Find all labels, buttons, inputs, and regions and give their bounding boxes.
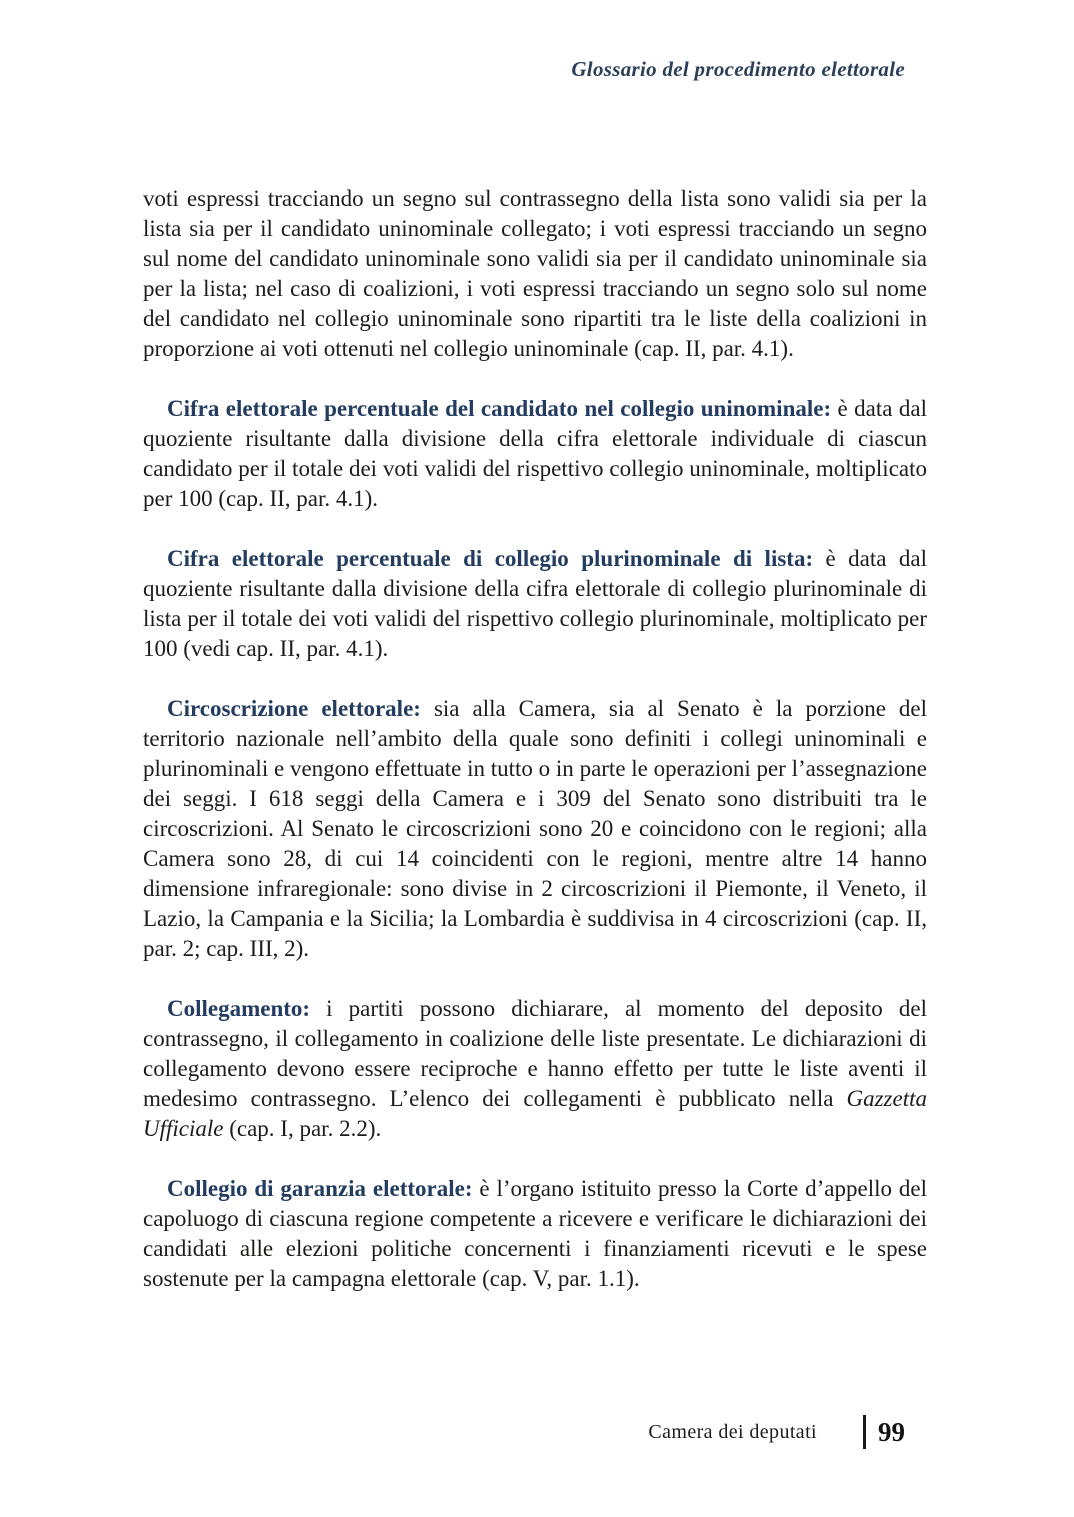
paragraph-text: (cap. I, par. 2.2). [223,1116,382,1141]
glossary-entry-collegio-garanzia [143,1174,927,1294]
running-title: Glossario del procedimento elettorale [571,57,905,81]
glossary-entry-circoscrizione [143,694,927,964]
glossary-term: Collegamento: [167,996,311,1021]
paragraph-text: voti espressi tracciando un segno sul contrassegno della lista sono validi sia per la lista sia per il candidato uninominale collegato; i voti espressi tracciando un segno sul nome del candidato uninominale sono validi sia per il candidato uninominale sia per la lista; nel caso di coalizioni, i voti espressi tracciando un segno solo sul nome del candidato nel collegio uninominale sono ripartiti tra le liste della coalizioni in proporzione ai voti ottenuti nel collegio uninominale (cap. II, par. 4.1). [143,186,927,361]
paragraph-text: è data dal quoziente risultante dalla divisione della cifra elettorale individuale di ciascun candidato per il totale dei voti validi del rispettivo collegio uninominale, moltiplicato per 100 (cap. II, par. 4.1). [143,396,927,511]
paragraph-continuation [143,184,927,364]
glossary-content [143,184,927,1294]
glossary-term: Collegio di garanzia elettorale: [167,1176,473,1201]
glossary-term: Cifra elettorale percentuale del candidato nel collegio uninominale: [167,396,832,421]
glossary-term: Cifra elettorale percentuale di collegio plurinominale di lista: [167,546,814,571]
page-number: 99 [878,1416,905,1447]
glossary-entry-cifra-candidato [143,394,927,514]
paragraph-text: è data dal quoziente risultante dalla divisione della cifra elettorale di collegio plurinominale di lista per il totale dei voti validi del rispettivo collegio plurinominale, moltiplicato per 100 (vedi cap. II, par. 4.1). [143,546,927,661]
footer-divider [863,1415,866,1449]
glossary-entry-cifra-lista [143,544,927,664]
footer-publisher: Camera dei deputati [648,1420,817,1443]
glossary-term: Circoscrizione elettorale: [167,696,421,721]
paragraph-text: è l’organo istituito presso la Corte d’appello del capoluogo di ciascuna regione competente a ricevere e verificare le dichiarazioni dei candidati alle elezioni politiche concernenti i finanziamenti ricevuti e le spese sostenute per la campagna elettorale (cap. V, par. 1.1). [143,1176,927,1291]
paragraph-text: i partiti possono dichiarare, al momento del deposito del contrassegno, il collegamento in coalizione delle liste presentate. Le dichiarazioni di collegamento devono essere reciproche e hanno effetto per tutte le liste aventi il medesimo contrassegno. L’elenco dei collegamenti è pubblicato nella [143,996,927,1111]
glossary-entry-collegamento [143,994,927,1144]
page-footer [648,1412,905,1452]
italic-citation: Gazzetta Ufficiale [143,1086,927,1141]
paragraph-text: sia alla Camera, sia al Senato è la porzione del territorio nazionale nell’ambito della quale sono definiti i collegi uninominali e plurinominali e vengono effettuate in tutto o in parte le operazioni per l’assegnazione dei seggi. I 618 seggi della Camera e i 309 del Senato sono distribuiti tra le circoscrizioni. Al Senato le circoscrizioni sono 20 e coincidono con le regioni; alla Camera sono 28, di cui 14 coincidenti con le regioni, mentre altre 14 hanno dimensione infraregionale: sono divise in 2 circoscrizioni il Piemonte, il Veneto, il Lazio, la Campania e la Sicilia; la Lombardia è suddivisa in 4 circoscrizioni (cap. II, par. 2; cap. III, 2). [143,696,927,961]
